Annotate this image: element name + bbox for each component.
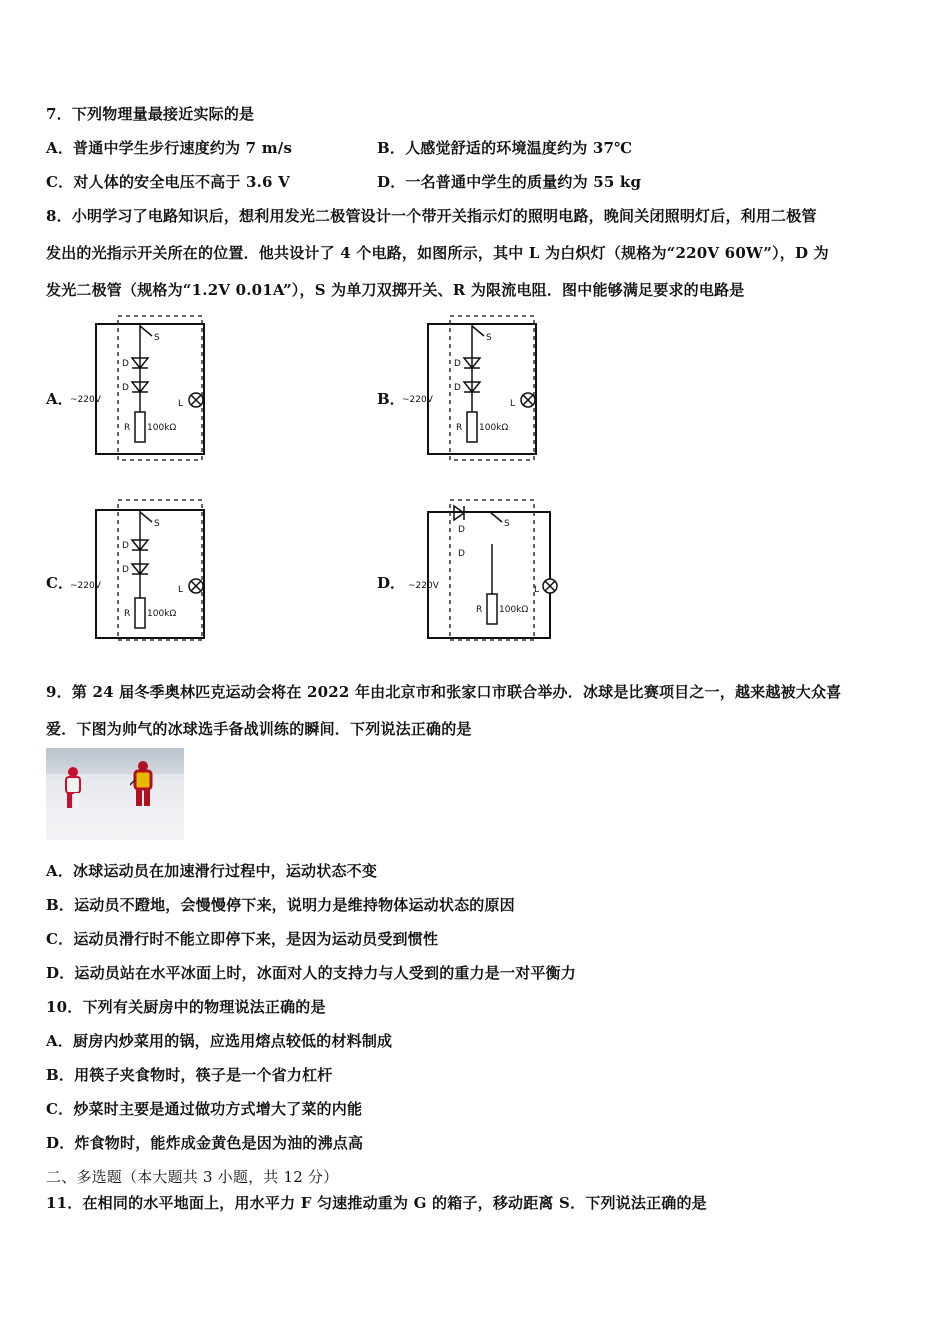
circuit-a-resistor-label: R — [124, 423, 131, 433]
circuit-b-resistance-label: 100kΩ — [479, 423, 509, 433]
q8-stem-line2: 发出的光指示开关所在的位置．他共设计了 4 个电路，如图所示，其中 L 为白炽灯（规格为“220V 60W”），D 为 — [46, 244, 829, 262]
circuit-b-resistor-label: R — [456, 423, 463, 433]
circuit-c-resistance-label: 100kΩ — [147, 609, 177, 619]
circuit-d-resistor-label: R — [476, 605, 483, 615]
circuit-a-resistance-label: 100kΩ — [147, 423, 177, 433]
circuit-d-diode-label-1: D — [458, 525, 465, 535]
hockey-player-red-yellow — [130, 760, 156, 810]
circuit-c-diode-label-1: D — [122, 541, 129, 551]
q9-option-d: D．运动员站在水平冰面上时，冰面对人的支持力与人受到的重力是一对平衡力 — [46, 964, 577, 982]
circuit-b-lamp-label: L — [510, 399, 516, 409]
circuit-d-switch-label: S — [504, 519, 510, 529]
circuit-c-switch-label: S — [154, 519, 160, 529]
circuit-d-resistance-label: 100kΩ — [499, 605, 529, 615]
q7-stem: 7．下列物理量最接近实际的是 — [46, 105, 255, 123]
q7-option-d: D．一名普通中学生的质量约为 55 kg — [377, 173, 642, 191]
circuit-a-diode-label-2: D — [122, 383, 129, 393]
q10-option-c: C．炒菜时主要是通过做功方式增大了菜的内能 — [46, 1100, 363, 1118]
circuit-b-diode-label-2: D — [454, 383, 461, 393]
circuit-b-label: B． — [377, 390, 405, 408]
q10-stem: 10．下列有关厨房中的物理说法正确的是 — [46, 998, 326, 1016]
circuit-a-diagram — [70, 312, 210, 464]
circuit-a-source-label: ~220V — [70, 395, 101, 405]
circuit-c-diagram — [70, 494, 210, 646]
circuit-d-source-label: ~220V — [408, 581, 439, 591]
ice-hockey-photo — [46, 748, 184, 840]
circuit-c-lamp-label: L — [178, 585, 184, 595]
circuit-c-diode-label-2: D — [122, 565, 129, 575]
circuit-b-diode-label-1: D — [454, 359, 461, 369]
q10-option-a: A．厨房内炒菜用的锅，应选用熔点较低的材料制成 — [46, 1032, 393, 1050]
q7-option-a: A．普通中学生步行速度约为 7 m/s — [46, 139, 293, 157]
q8-stem-line3: 发光二极管（规格为“1.2V 0.01A”），S 为单刀双掷开关、R 为限流电阻．图中能够满足要求的电路是 — [46, 281, 745, 299]
circuit-d-diagram — [402, 494, 562, 646]
circuit-b-source-label: ~220V — [402, 395, 433, 405]
circuit-a-switch-label: S — [154, 333, 160, 343]
circuit-a-lamp-label: L — [178, 399, 184, 409]
circuit-b-diagram — [402, 312, 542, 464]
hockey-player-red-white — [62, 766, 84, 812]
q7-option-b: B．人感觉舒适的环境温度约为 37℃ — [377, 139, 633, 157]
circuit-c-source-label: ~220V — [70, 581, 101, 591]
q9-option-b: B．运动员不蹬地，会慢慢停下来，说明力是维持物体运动状态的原因 — [46, 896, 515, 914]
q11-stem: 11．在相同的水平地面上，用水平力 F 匀速推动重为 G 的箱子，移动距离 S．下列说法正确的是 — [46, 1194, 707, 1212]
circuit-b-switch-label: S — [486, 333, 492, 343]
q9-option-a: A．冰球运动员在加速滑行过程中，运动状态不变 — [46, 862, 378, 880]
section-title-multiple-choice: 二、多选题（本大题共 3 小题，共 12 分） — [46, 1168, 339, 1186]
q10-option-b: B．用筷子夹食物时，筷子是一个省力杠杆 — [46, 1066, 333, 1084]
q7-option-c: C．对人体的安全电压不高于 3.6 V — [46, 173, 290, 191]
circuit-d-diode-label-2: D — [458, 549, 465, 559]
q8-stem-line1: 8．小明学习了电路知识后，想利用发光二极管设计一个带开关指示灯的照明电路，晚间关闭照明灯后，利用二极管 — [46, 207, 817, 225]
q10-option-d: D．炸食物时，能炸成金黄色是因为油的沸点高 — [46, 1134, 364, 1152]
circuit-c-label: C． — [46, 574, 73, 592]
circuit-c-resistor-label: R — [124, 609, 131, 619]
circuit-a-label: A． — [46, 390, 73, 408]
circuit-d-lamp-label: L — [534, 585, 540, 595]
q9-stem-line1: 9．第 24 届冬季奥林匹克运动会将在 2022 年由北京市和张家口市联合举办．冰球是比赛项目之一，越来越被大众喜 — [46, 683, 842, 701]
circuit-a-diode-label-1: D — [122, 359, 129, 369]
q9-option-c: C．运动员滑行时不能立即停下来，是因为运动员受到惯性 — [46, 930, 439, 948]
circuit-d-label: D． — [377, 574, 406, 592]
q9-stem-line2: 爱．下图为帅气的冰球选手备战训练的瞬间．下列说法正确的是 — [46, 720, 472, 738]
